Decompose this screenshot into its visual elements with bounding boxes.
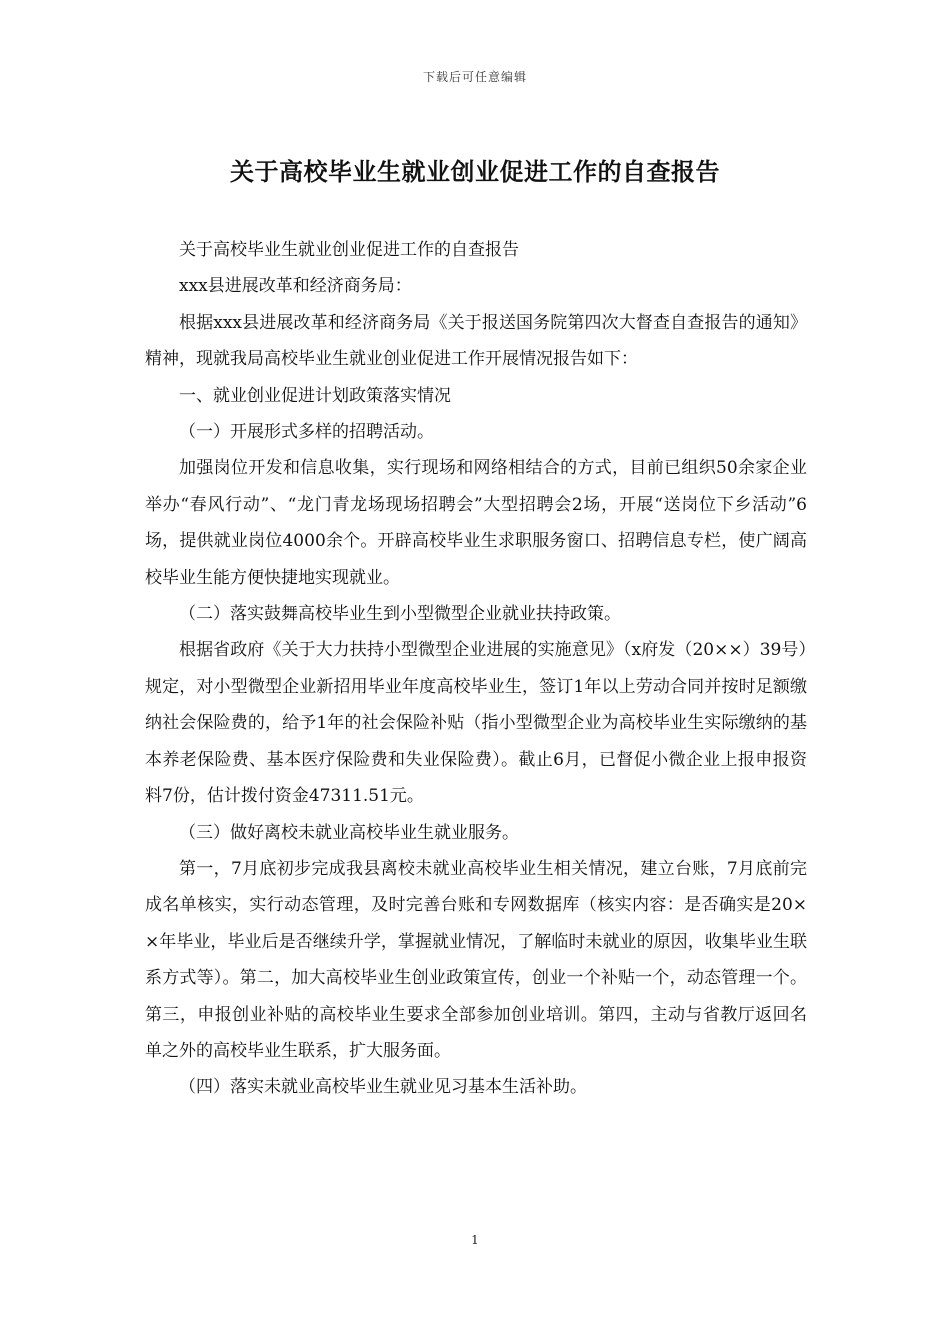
- paragraph-salutation: xxx县进展改革和经济商务局：: [179, 276, 412, 297]
- paragraph-graduate-services: 第一，7月底初步完成我县离校未就业高校毕业生相关情况，建立台账，7月底前完成名单核实，实行动态管理，及时完善台账和专网数据库（核实内容：是否确实是20××年毕业，毕业后是否继续升学，掌握就业情况，了解临时未就业的原因，收集毕业生联系方式等）。第二，加大高校毕业生创业政策宣传，创业一个补贴一个，动态管理一个。第三，申报创业补贴的高校毕业生要求全部参加创业培训。第四，主动与省教厅返回名单之外的高校毕业生联系，扩大服务面。: [145, 858, 807, 1061]
- header-note: 下载后可任意编辑: [422, 70, 527, 84]
- paragraph-subtitle: 关于高校毕业生就业创业促进工作的自查报告: [179, 240, 519, 260]
- subsection-heading-3: （三）做好离校未就业高校毕业生就业服务。: [179, 822, 519, 843]
- subsection-heading-1: （一）开展形式多样的招聘活动。: [179, 422, 434, 443]
- paragraph-small-enterprise-policy: 根据省政府《关于大力扶持小型微型企业进展的实施意见》（x府发（20××）39号）规定，对小型微型企业新招用毕业年度高校毕业生，签订1年以上劳动合同并按时足额缴纳社会保险费的，给予1年的社会保险补贴（指小型微型企业为高校毕业生实际缴纳的基本养老保险费、基本医疗保险费和失业保险费）。截止6月，已督促小微企业上报申报资料7份，估计拨付资金47311.51元。: [145, 640, 807, 807]
- subsection-heading-2: （二）落实鼓舞高校毕业生到小型微型企业就业扶持政策。: [179, 604, 621, 625]
- paragraph-intro: 根据xxx县进展改革和经济商务局《关于报送国务院第四次大督查自查报告的通知》精神，现就我局高校毕业生就业创业促进工作开展情况报告如下：: [145, 312, 807, 370]
- document-title: 关于高校毕业生就业创业促进工作的自查报告: [230, 157, 720, 186]
- paragraph-recruitment: 加强岗位开发和信息收集，实行现场和网络相结合的方式，目前已组织50余家企业举办“春风行动”、“龙门青龙场现场招聘会”大型招聘会2场，开展“送岗位下乡活动”6场，提供就业岗位4000余个。开辟高校毕业生求职服务窗口、招聘信息专栏，使广阔高校毕业生能方便快捷地实现就业。: [145, 458, 807, 588]
- section-heading-1: 一、就业创业促进计划政策落实情况: [179, 385, 451, 406]
- document-body: [145, 232, 807, 1106]
- subsection-heading-4: （四）落实未就业高校毕业生就业见习基本生活补助。: [179, 1077, 587, 1098]
- page-number: 1: [471, 1233, 479, 1247]
